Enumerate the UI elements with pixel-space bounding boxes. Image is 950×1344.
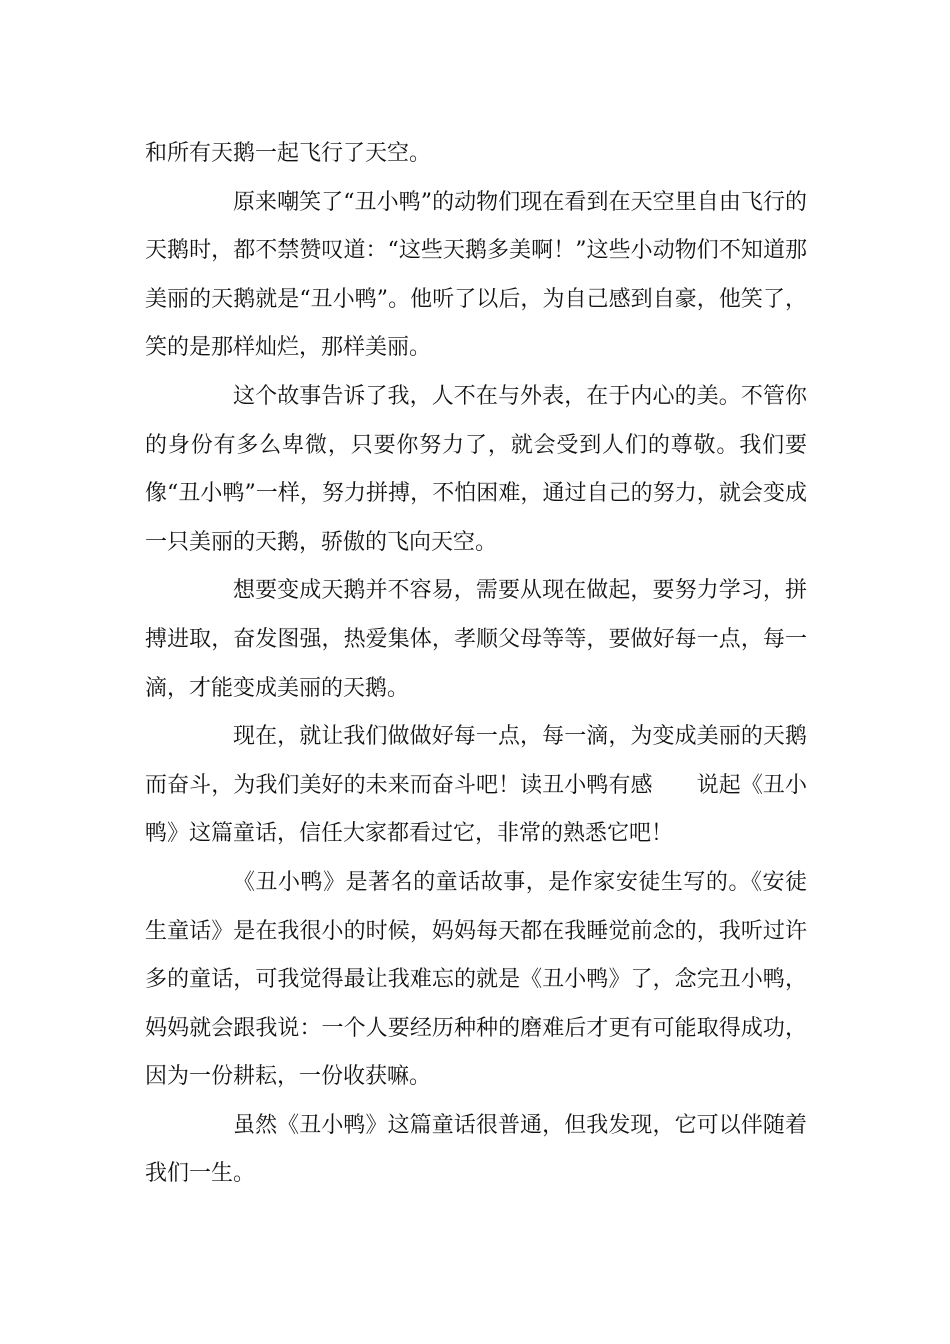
document-body xyxy=(145,130,807,1199)
paragraph-2: 原来嘲笑了“丑小鸭”的动物们现在看到在天空里自由飞行的天鹅时，都不禁赞叹道：“这些天鹅多美啊！”这些小动物们不知道那美丽的天鹅就是“丑小鸭”。他听了以后，为自己感到自豪，他笑了，笑的是那样灿烂，那样美丽。 xyxy=(145,189,807,361)
paragraph-7: 虽然《丑小鸭》这篇童话很普通，但我发现，它可以伴随着我们一生。 xyxy=(145,1112,807,1187)
paragraph-6: 《丑小鸭》是著名的童话故事，是作家安徒生写的。《安徒生童话》是在我很小的时候，妈妈每天都在我睡觉前念的，我听过许多的童话，可我觉得最让我难忘的就是《丑小鸭》了，念完丑小鸭，妈妈就会跟我说：一个人要经历种种的磨难后才更有可能取得成功，因为一份耕耘，一份收获嘛。 xyxy=(145,869,807,1090)
paragraph-4: 想要变成天鹅并不容易，需要从现在做起，要努力学习，拼搏进取，奋发图强，热爱集体，孝顺父母等等，要做好每一点，每一滴，才能变成美丽的天鹅。 xyxy=(145,578,807,701)
paragraph-1: 和所有天鹅一起飞行了天空。 xyxy=(145,141,432,166)
paragraph-5: 现在，就让我们做做好每一点，每一滴，为变成美丽的天鹅而奋斗，为我们美好的未来而奋斗吧！读丑小鸭有感 说起《丑小鸭》这篇童话，信任大家都看过它，非常的熟悉它吧！ xyxy=(145,724,807,847)
paragraph-3: 这个故事告诉了我，人不在与外表，在于内心的美。不管你的身份有多么卑微，只要你努力了，就会受到人们的尊敬。我们要像“丑小鸭”一样，努力拼搏，不怕困难，通过自己的努力，就会变成一只美丽的天鹅，骄傲的飞向天空。 xyxy=(145,383,807,555)
